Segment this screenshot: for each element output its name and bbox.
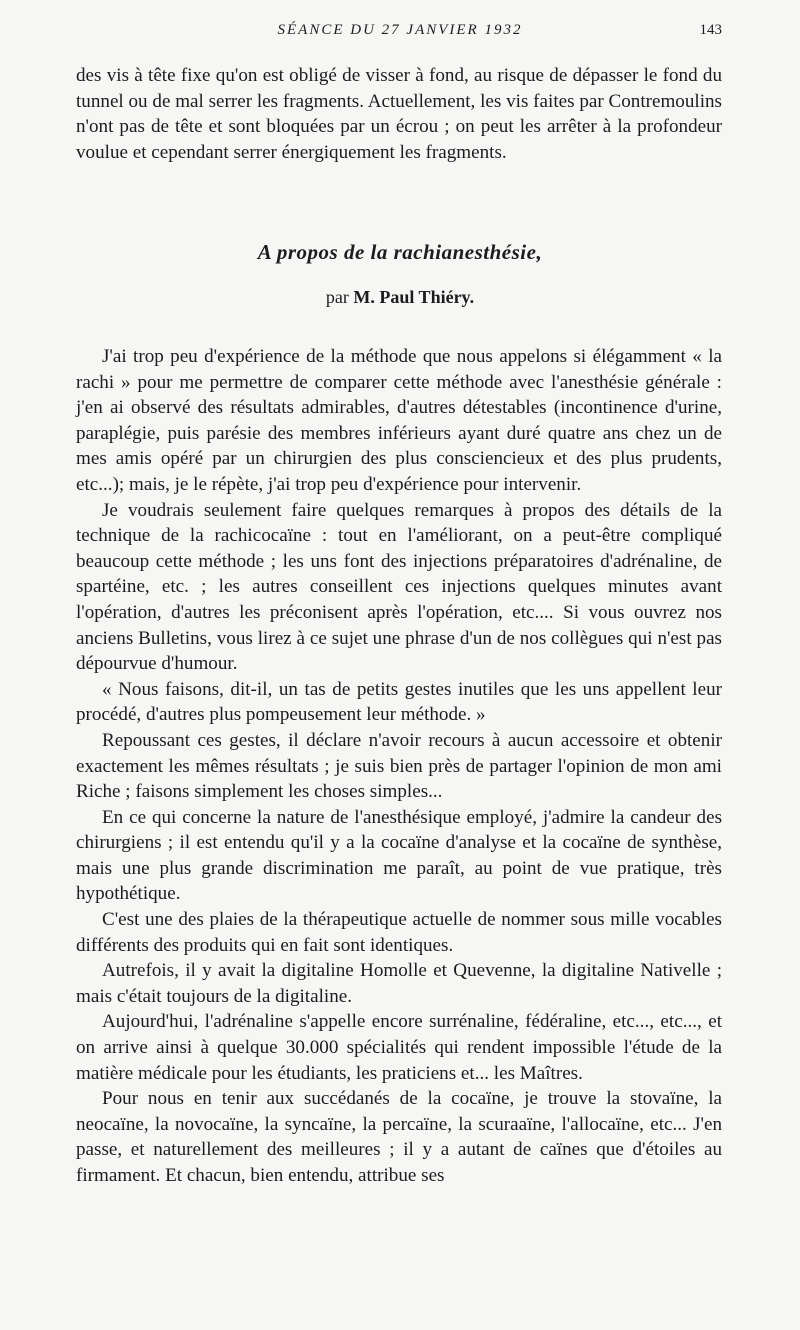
paragraph: C'est une des plaies de la thérapeutique actuelle de nommer sous mille vocables différents des produits qui en fait sont identiques. [76, 909, 722, 956]
running-title: SÉANCE DU 27 JANVIER 1932 [277, 22, 523, 38]
article-title: A propos de la rachianesthésie, [257, 240, 543, 264]
author-prefix: par [325, 287, 349, 307]
paragraph: En ce qui concerne la nature de l'anesthésique employé, j'admire la candeur des chirurgiens ; il est entendu qu'il y a la cocaïne d'analyse et la cocaïne de synthèse, mais une plus grande discrimination me paraît, au point de vue pratique, très hypothétique. [76, 806, 722, 905]
paragraph: Repoussant ces gestes, il déclare n'avoir recours à aucun accessoire et obtenir exactement les mêmes résultats ; je suis bien près de partager l'opinion de mon ami Riche ; faisons simplement les choses simples... [76, 729, 722, 803]
quotation-paragraph: « Nous faisons, dit-il, un tas de petits gestes inutiles que les uns appellent leur procédé, d'autres plus pompeusement leur méthode. » [76, 678, 722, 726]
paragraph: J'ai trop peu d'expérience de la méthode que nous appelons si élégamment « la rachi » pour me permettre de comparer cette méthode avec l'anesthésie générale : j'en ai observé des résultats admirables, d'autres détestables (incontinence d'urine, paraplégie, puis parésie des membres inférieurs ayant duré quatre ans chez un de mes amis opéré par un chirurgien des plus consciencieux et des plus prudents, etc...); mais, je le répète, j'ai trop peu d'expérience pour intervenir. [76, 346, 722, 495]
paragraph: Je voudrais seulement faire quelques remarques à propos des détails de la technique de la rachicocaïne : tout en l'améliorant, on a peut-être compliqué beaucoup cette méthode ; les uns font des injections préparatoires d'adrénaline, de spartéine, etc. ; les autres conseillent ces injections quelques minutes avant l'opération, d'autres les préconisent après l'opération, etc.... Si vous ouvrez nos anciens Bulletins, vous lirez à ce sujet une phrase d'un de nos collègues qui n'est pas dépourvue d'humour. [76, 499, 722, 675]
running-head [0, 20, 800, 44]
lead-paragraph: des vis à tête fixe qu'on est obligé de visser à fond, au risque de dépasser le fond du tunnel ou de mal serrer les fragments. Actuellement, les vis faites par Contremoulins n'ont pas de tête et sont bloquées par un écrou ; on peut les arrêter à la profondeur voulue et cependant serrer énergiquement les fragments. [76, 65, 722, 163]
article-body [76, 344, 722, 1189]
author-name: M. Paul Thiéry. [353, 287, 475, 307]
paragraph: Pour nous en tenir aux succédanés de la cocaïne, je trouve la stovaïne, la neocaïne, la novocaïne, la syncaïne, la percaïne, la scuraaïne, l'allocaïne, etc... J'en passe, et naturellement des meilleures ; il y a autant de caïnes que d'étoiles au firmament. Et chacun, bien entendu, attribue ses [76, 1088, 722, 1186]
paragraph: Aujourd'hui, l'adrénaline s'appelle encore surrénaline, fédéraline, etc..., etc..., et on arrive ainsi à quelque 30.000 spécialités qui rendent impossible l'étude de la matière médicale pour les étudiants, les praticiens et... les Maîtres. [76, 1011, 722, 1084]
author-line [0, 287, 800, 308]
paragraph: Autrefois, il y avait la digitaline Homolle et Quevenne, la digitaline Nativelle ; mais c'était toujours de la digitaline. [76, 960, 722, 1007]
lead-paragraph-block [76, 63, 722, 165]
page-number: 143 [699, 22, 722, 38]
